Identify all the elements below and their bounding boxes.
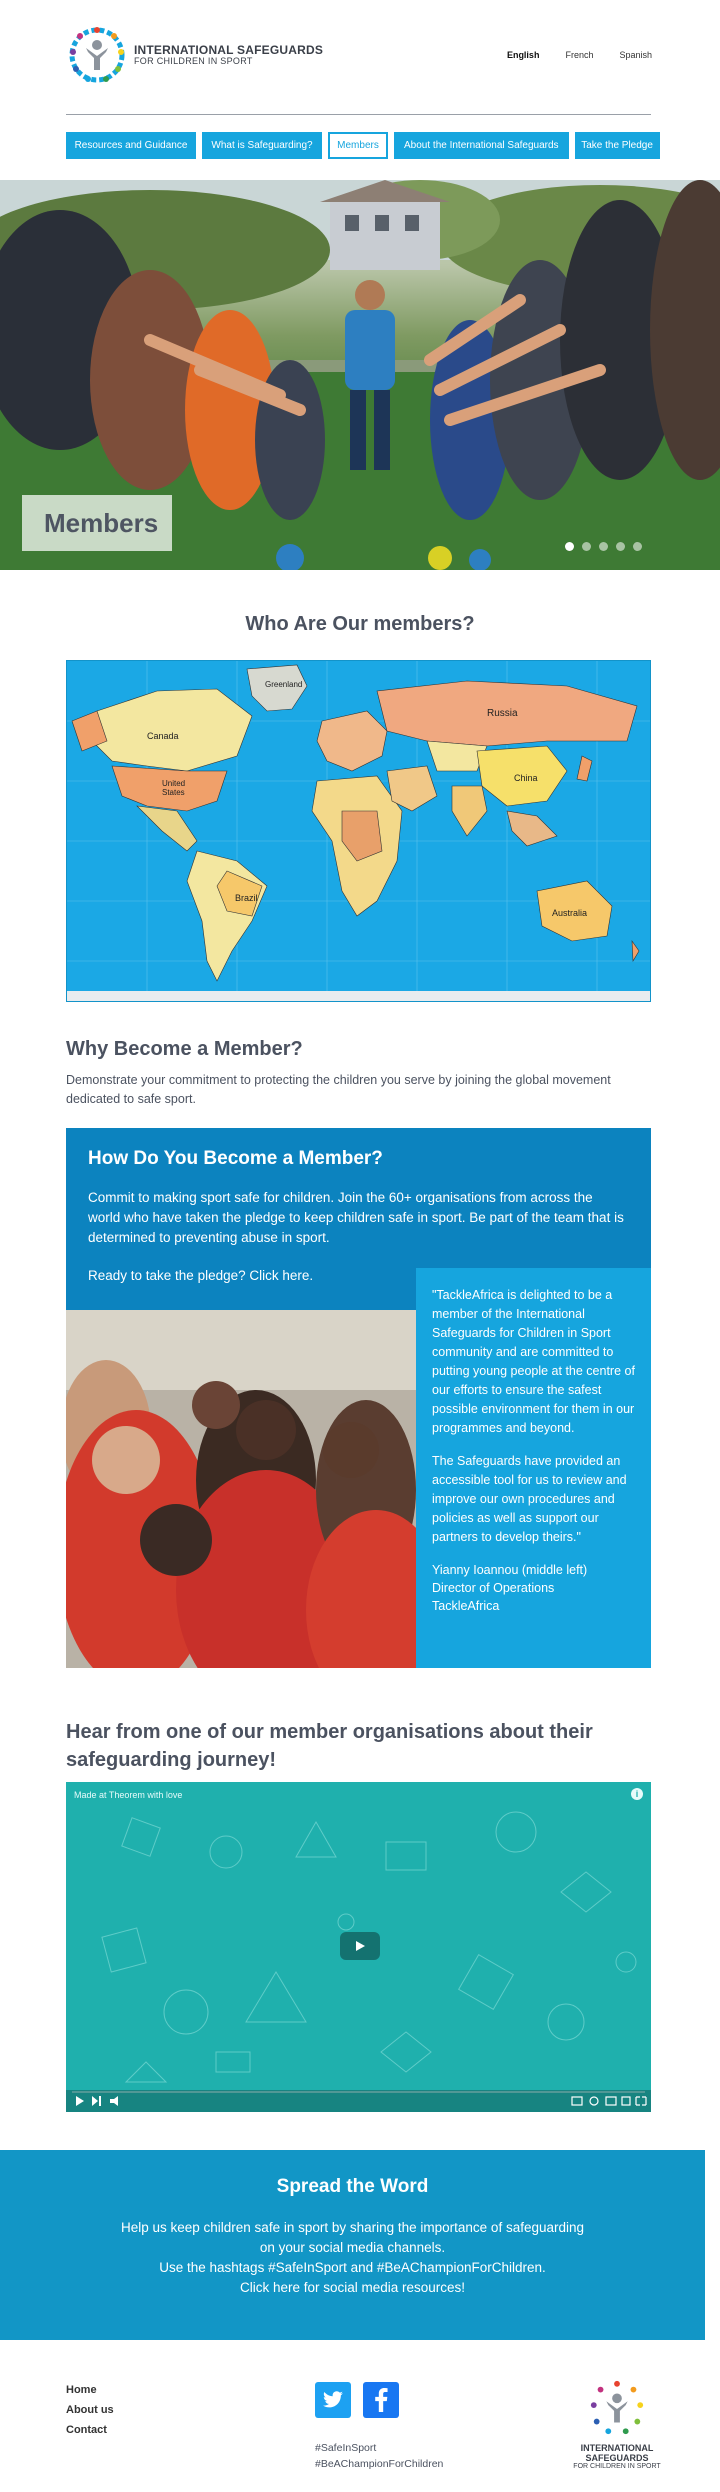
quote-paragraph-2: The Safeguards have provided an accessible tool for us to review and improve our own procedures and policies as well as support our partners to develop theirs." — [432, 1454, 627, 1544]
video-caption: Made at Theorem with love — [74, 1790, 183, 1800]
carousel-dots — [565, 542, 642, 551]
video-control-icons — [66, 2090, 651, 2112]
header-divider — [66, 114, 651, 115]
quote-paragraph-1: "TackleAfrica is delighted to be a member of the International Safeguards for Children in Sport community and are committed to putting young people at the centre of our efforts to ensure the safest possible environment for them in our programmes and beyond. — [432, 1288, 635, 1435]
group-photo — [66, 1310, 416, 1668]
site-header — [0, 0, 720, 115]
language-switcher — [507, 50, 652, 60]
info-icon[interactable]: i — [631, 1788, 643, 1800]
facebook-button[interactable] — [363, 2382, 399, 2418]
hashtag-safeinsport: #SafeInSport — [315, 2442, 377, 2454]
nav-members[interactable]: Members — [328, 132, 388, 159]
control-theater-icon — [622, 2097, 630, 2105]
footer-logo-line1b: SAFEGUARDS — [585, 2453, 649, 2463]
quote-author-org: TackleAfrica — [432, 1599, 500, 1613]
map-label-united-states-1: United — [162, 779, 186, 788]
footer-hashtags — [315, 2440, 443, 2472]
main-nav — [66, 132, 651, 159]
map-label-china: China — [514, 773, 538, 783]
spread-line-2: on your social media channels. — [259, 2240, 446, 2255]
logo-subtitle: FOR CHILDREN IN SPORT — [134, 55, 253, 66]
lang-spanish[interactable]: Spanish — [619, 50, 652, 60]
world-map — [66, 660, 651, 1002]
control-next-icon — [92, 2096, 98, 2106]
why-section-title: Why Become a Member? — [66, 1038, 303, 1060]
testimonial-photo — [66, 1310, 416, 1668]
spread-line-1: Help us keep children safe in sport by sharing the importance of safeguarding — [120, 2220, 585, 2235]
quote-author-role: Director of Operations — [432, 1581, 555, 1595]
hear-section-title: Hear from one of our member organisations about their safeguarding journey! — [66, 1721, 593, 1771]
spread-title: Spread the Word — [276, 2176, 429, 2197]
map-label-united-states-2: States — [162, 788, 185, 797]
footer-link-home[interactable]: Home — [66, 2384, 97, 2396]
how-section — [66, 1128, 651, 1268]
who-section-title: Who Are Our members? — [245, 613, 475, 635]
footer-logo-line1a: INTERNATIONAL — [580, 2443, 654, 2453]
control-play-icon — [76, 2096, 84, 2106]
nav-take-the-pledge[interactable]: Take the Pledge — [575, 132, 660, 159]
how-section-title: How Do You Become a Member? — [88, 1148, 383, 1169]
carousel-dot[interactable] — [582, 542, 591, 551]
site-logo[interactable] — [66, 24, 323, 86]
how-lower-left — [66, 1268, 416, 1668]
quote-author-name: Yianny Ioannou (middle left) — [432, 1563, 588, 1577]
spread-line-3: Use the hashtags #SafeInSport and #BeAChampionForChildren. — [159, 2260, 546, 2275]
site-footer — [0, 2360, 720, 2492]
footer-link-about[interactable]: About us — [66, 2404, 114, 2416]
hero-banner — [0, 180, 720, 570]
twitter-button[interactable] — [315, 2382, 351, 2418]
footer-link-contact[interactable]: Contact — [66, 2424, 107, 2436]
lang-french[interactable]: French — [565, 50, 594, 60]
hero-title: Members — [44, 507, 159, 538]
map-label-greenland: Greenland — [265, 680, 303, 689]
footer-links — [66, 2384, 114, 2444]
hero-title-box — [22, 495, 172, 551]
facebook-icon — [374, 2388, 388, 2412]
child-figure-rainbow-ring-icon — [66, 24, 128, 86]
nav-what-is-safeguarding[interactable]: What is Safeguarding? — [202, 132, 322, 159]
carousel-dot[interactable] — [599, 542, 608, 551]
video-player[interactable] — [66, 1782, 651, 2112]
how-section-body: Commit to making sport safe for children. Join the 60+ organisations from across the world who have taken the pledge to keep children safe in sport. Be part of the team that is determined to preventing abuse in sport. — [88, 1190, 624, 1245]
logo-title: INTERNATIONAL SAFEGUARDS — [134, 42, 324, 57]
video-controls — [66, 2090, 651, 2112]
lang-english[interactable]: English — [506, 50, 540, 60]
social-links — [315, 2382, 399, 2418]
quote-signature — [432, 1561, 637, 1615]
map-label-canada: Canada — [147, 731, 179, 741]
nav-resources-and-guidance[interactable]: Resources and Guidance — [66, 132, 196, 159]
child-figure-rainbow-ring-icon — [587, 2378, 647, 2438]
twitter-icon — [322, 2391, 344, 2409]
footer-logo-line2: FOR CHILDREN IN SPORT — [573, 2463, 661, 2470]
map-label-brazil: Brazil — [235, 893, 258, 903]
play-button[interactable] — [340, 1932, 380, 1960]
control-fullscreen-icon — [636, 2097, 646, 2105]
testimonial-quote — [416, 1268, 651, 1668]
nav-about-the-safeguards[interactable]: About the International Safeguards — [394, 132, 569, 159]
why-section-body: Demonstrate your commitment to protecting the children you serve by joining the global movement dedicated to safe sport. — [66, 1073, 611, 1106]
social-resources-link[interactable]: Click here for social media resources! — [239, 2280, 466, 2295]
spread-the-word-section — [0, 2150, 705, 2340]
control-volume-icon — [110, 2096, 118, 2106]
control-miniplayer-icon — [606, 2097, 616, 2105]
carousel-dot[interactable] — [565, 542, 574, 551]
map-label-australia: Australia — [552, 908, 588, 918]
footer-logo[interactable] — [572, 2378, 662, 2470]
control-cc-icon — [572, 2097, 582, 2105]
pledge-link[interactable]: Ready to take the pledge? Click here. — [88, 1268, 314, 1283]
world-map-graphic — [67, 661, 651, 1002]
control-settings-icon — [590, 2097, 598, 2105]
testimonial-block — [66, 1268, 651, 1668]
play-icon — [354, 1940, 366, 1952]
map-label-russia: Russia — [487, 708, 518, 719]
carousel-dot[interactable] — [616, 542, 625, 551]
carousel-dot[interactable] — [633, 542, 642, 551]
hashtag-beachampion: #BeAChampionForChildren — [315, 2458, 444, 2470]
